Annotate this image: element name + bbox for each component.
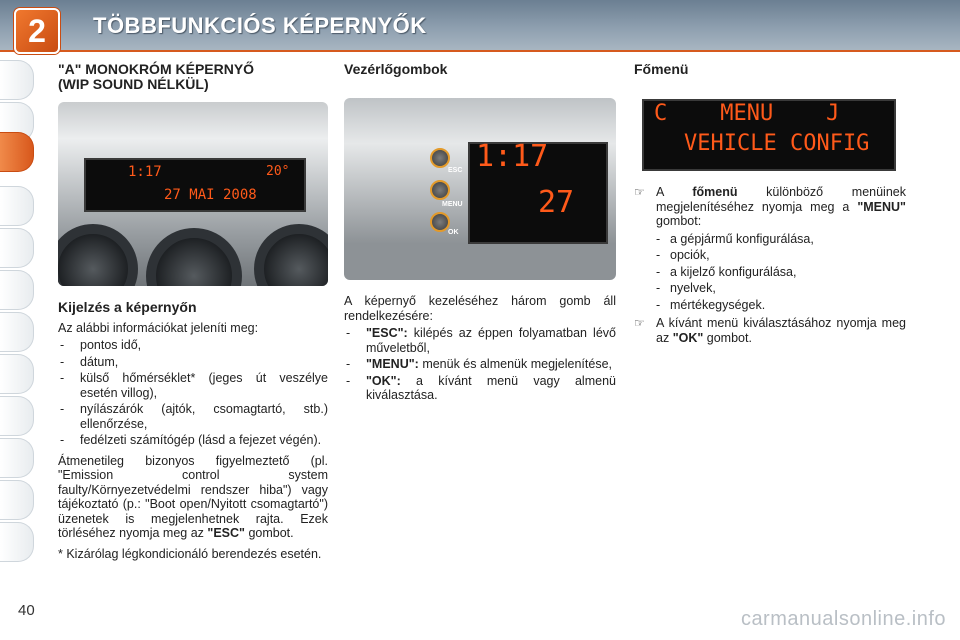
column-main-menu: [634, 62, 906, 345]
key-label: "ESC":: [366, 326, 408, 340]
esc-key-label: "ESC": [207, 526, 245, 540]
list-item: - pontos idő,: [58, 338, 328, 353]
esc-button[interactable]: [430, 148, 450, 168]
chapter-tab-active[interactable]: [0, 132, 34, 172]
list-item-menu: [344, 357, 616, 372]
list-item: - opciók,: [634, 248, 906, 263]
subsection-title: Kijelzés a képernyőn: [58, 299, 197, 315]
chapter-tab[interactable]: [0, 396, 34, 436]
ok-key-label: "OK": [672, 330, 704, 345]
menu-button-label: MENU: [442, 201, 463, 208]
chapter-tabs: [0, 60, 46, 580]
menu-options-list: [634, 232, 906, 313]
key-description: menük és almenük megjelenítése,: [422, 357, 612, 371]
display-closeup: [468, 139, 608, 244]
instruction-text: A kívánt menü kiválasztásához nyomja meg az: [656, 316, 906, 345]
ok-button-label: OK: [448, 229, 459, 236]
section-title: [58, 62, 328, 92]
header-accent-line: [0, 50, 960, 52]
list-item-ok: [344, 374, 616, 403]
display-time: 1:17: [128, 164, 162, 180]
list-item: - nyílászárók (ajtók, csomagtartó, stb.) ellenőrzése,: [58, 402, 328, 431]
chapter-tab[interactable]: [0, 354, 34, 394]
hand-pointer-icon: ☞: [634, 185, 645, 199]
air-vent-center: [146, 228, 242, 286]
menu-button[interactable]: [430, 180, 450, 200]
watermark: carmanualsonline.info: [740, 608, 946, 630]
chapter-tab[interactable]: [0, 270, 34, 310]
page-number: 40: [18, 602, 35, 619]
instruction-text: A: [656, 185, 664, 199]
menu-display: [642, 99, 896, 171]
key-label: "MENU":: [366, 357, 419, 371]
chapter-tab[interactable]: [0, 480, 34, 520]
chapter-tab[interactable]: [0, 312, 34, 352]
warning-paragraph: [58, 454, 328, 541]
section-title: Főmenü: [634, 61, 689, 77]
display-value: 27: [538, 185, 575, 220]
intro-text: Az alábbi információkat jeleníti meg:: [58, 320, 259, 335]
intro-text: A képernyő kezeléséhez három gomb áll rendelkezésére:: [344, 294, 616, 323]
dashboard-photo: [58, 102, 328, 286]
section-title-line1: "A" MONOKRÓM KÉPERNYŐ: [58, 61, 255, 77]
air-vent-right: [254, 224, 328, 286]
list-item-esc: [344, 326, 616, 355]
button-list: [344, 326, 616, 403]
menu-display-line2: VEHICLE CONFIG: [684, 131, 870, 156]
menu-key-label: "MENU": [857, 199, 906, 214]
instruction-ok: [634, 316, 906, 345]
list-item: - fedélzeti számítógép (lásd a fejezet végén).: [58, 433, 328, 448]
chapter-tab[interactable]: [0, 186, 34, 226]
chapter-tab[interactable]: [0, 522, 34, 562]
instruction-menu: [634, 185, 906, 229]
chapter-tab[interactable]: [0, 228, 34, 268]
list-item: - a gépjármű konfigurálása,: [634, 232, 906, 247]
column-controls: [344, 62, 616, 403]
chapter-tab[interactable]: [0, 438, 34, 478]
list-item: - külső hőmérséklet* (jeges út veszélye esetén villog),: [58, 371, 328, 400]
ok-button[interactable]: [430, 212, 450, 232]
page-title: TÖBBFUNKCIÓS KÉPERNYŐK: [93, 13, 427, 38]
chapter-badge: 2: [14, 8, 60, 54]
instruction-text: különböző menüinek megjelenítéséhez nyomja meg a: [656, 185, 906, 214]
section-title-line2: (WIP SOUND NÉLKÜL): [58, 76, 209, 92]
display-temperature: 20°: [266, 164, 290, 179]
list-item: - nyelvek,: [634, 281, 906, 296]
esc-button-label: ESC: [448, 167, 463, 174]
instruction-text: gombot:: [656, 214, 702, 228]
instruction-text: gombot.: [706, 330, 752, 345]
air-vent-left: [58, 224, 138, 286]
key-description: a kívánt menü vagy almenü kiválasztása.: [366, 373, 616, 402]
footnote: * Kizárólag légkondicionáló berendezés esetén.: [58, 546, 322, 561]
menu-display-line1: C MENU J: [654, 101, 840, 126]
hand-pointer-icon: ☞: [634, 316, 645, 330]
key-description: kilépés az éppen folyamatban lévő műveletből,: [366, 326, 616, 355]
paragraph-text: Átmenetileg bizonyos figyelmeztető (pl. "Emission control system faulty/Környezetvédelmi rendszer hiba") vagy tájékoztató (p.: "Boot open/Nyitott csomagtartó") üzenetek is megjelenhetnek rajta. Ezek törléséhez nyomja meg az: [58, 453, 328, 540]
chapter-tab[interactable]: [0, 60, 34, 100]
controls-photo: [344, 98, 616, 280]
display-time: 1:17: [476, 139, 549, 174]
display-date: 27 MAI 2008: [164, 187, 257, 203]
column-monochrome-screen: [58, 62, 328, 561]
list-item: - mértékegységek.: [634, 298, 906, 313]
main-menu-label: főmenü: [692, 185, 738, 199]
monochrome-display: [84, 158, 306, 212]
list-item: - a kijelző konfigurálása,: [634, 265, 906, 280]
info-list: [58, 338, 328, 448]
section-title: Vezérlőgombok: [344, 61, 448, 77]
list-item: - dátum,: [58, 355, 328, 370]
paragraph-end: gombot.: [248, 526, 294, 540]
key-label: "OK":: [366, 373, 401, 388]
